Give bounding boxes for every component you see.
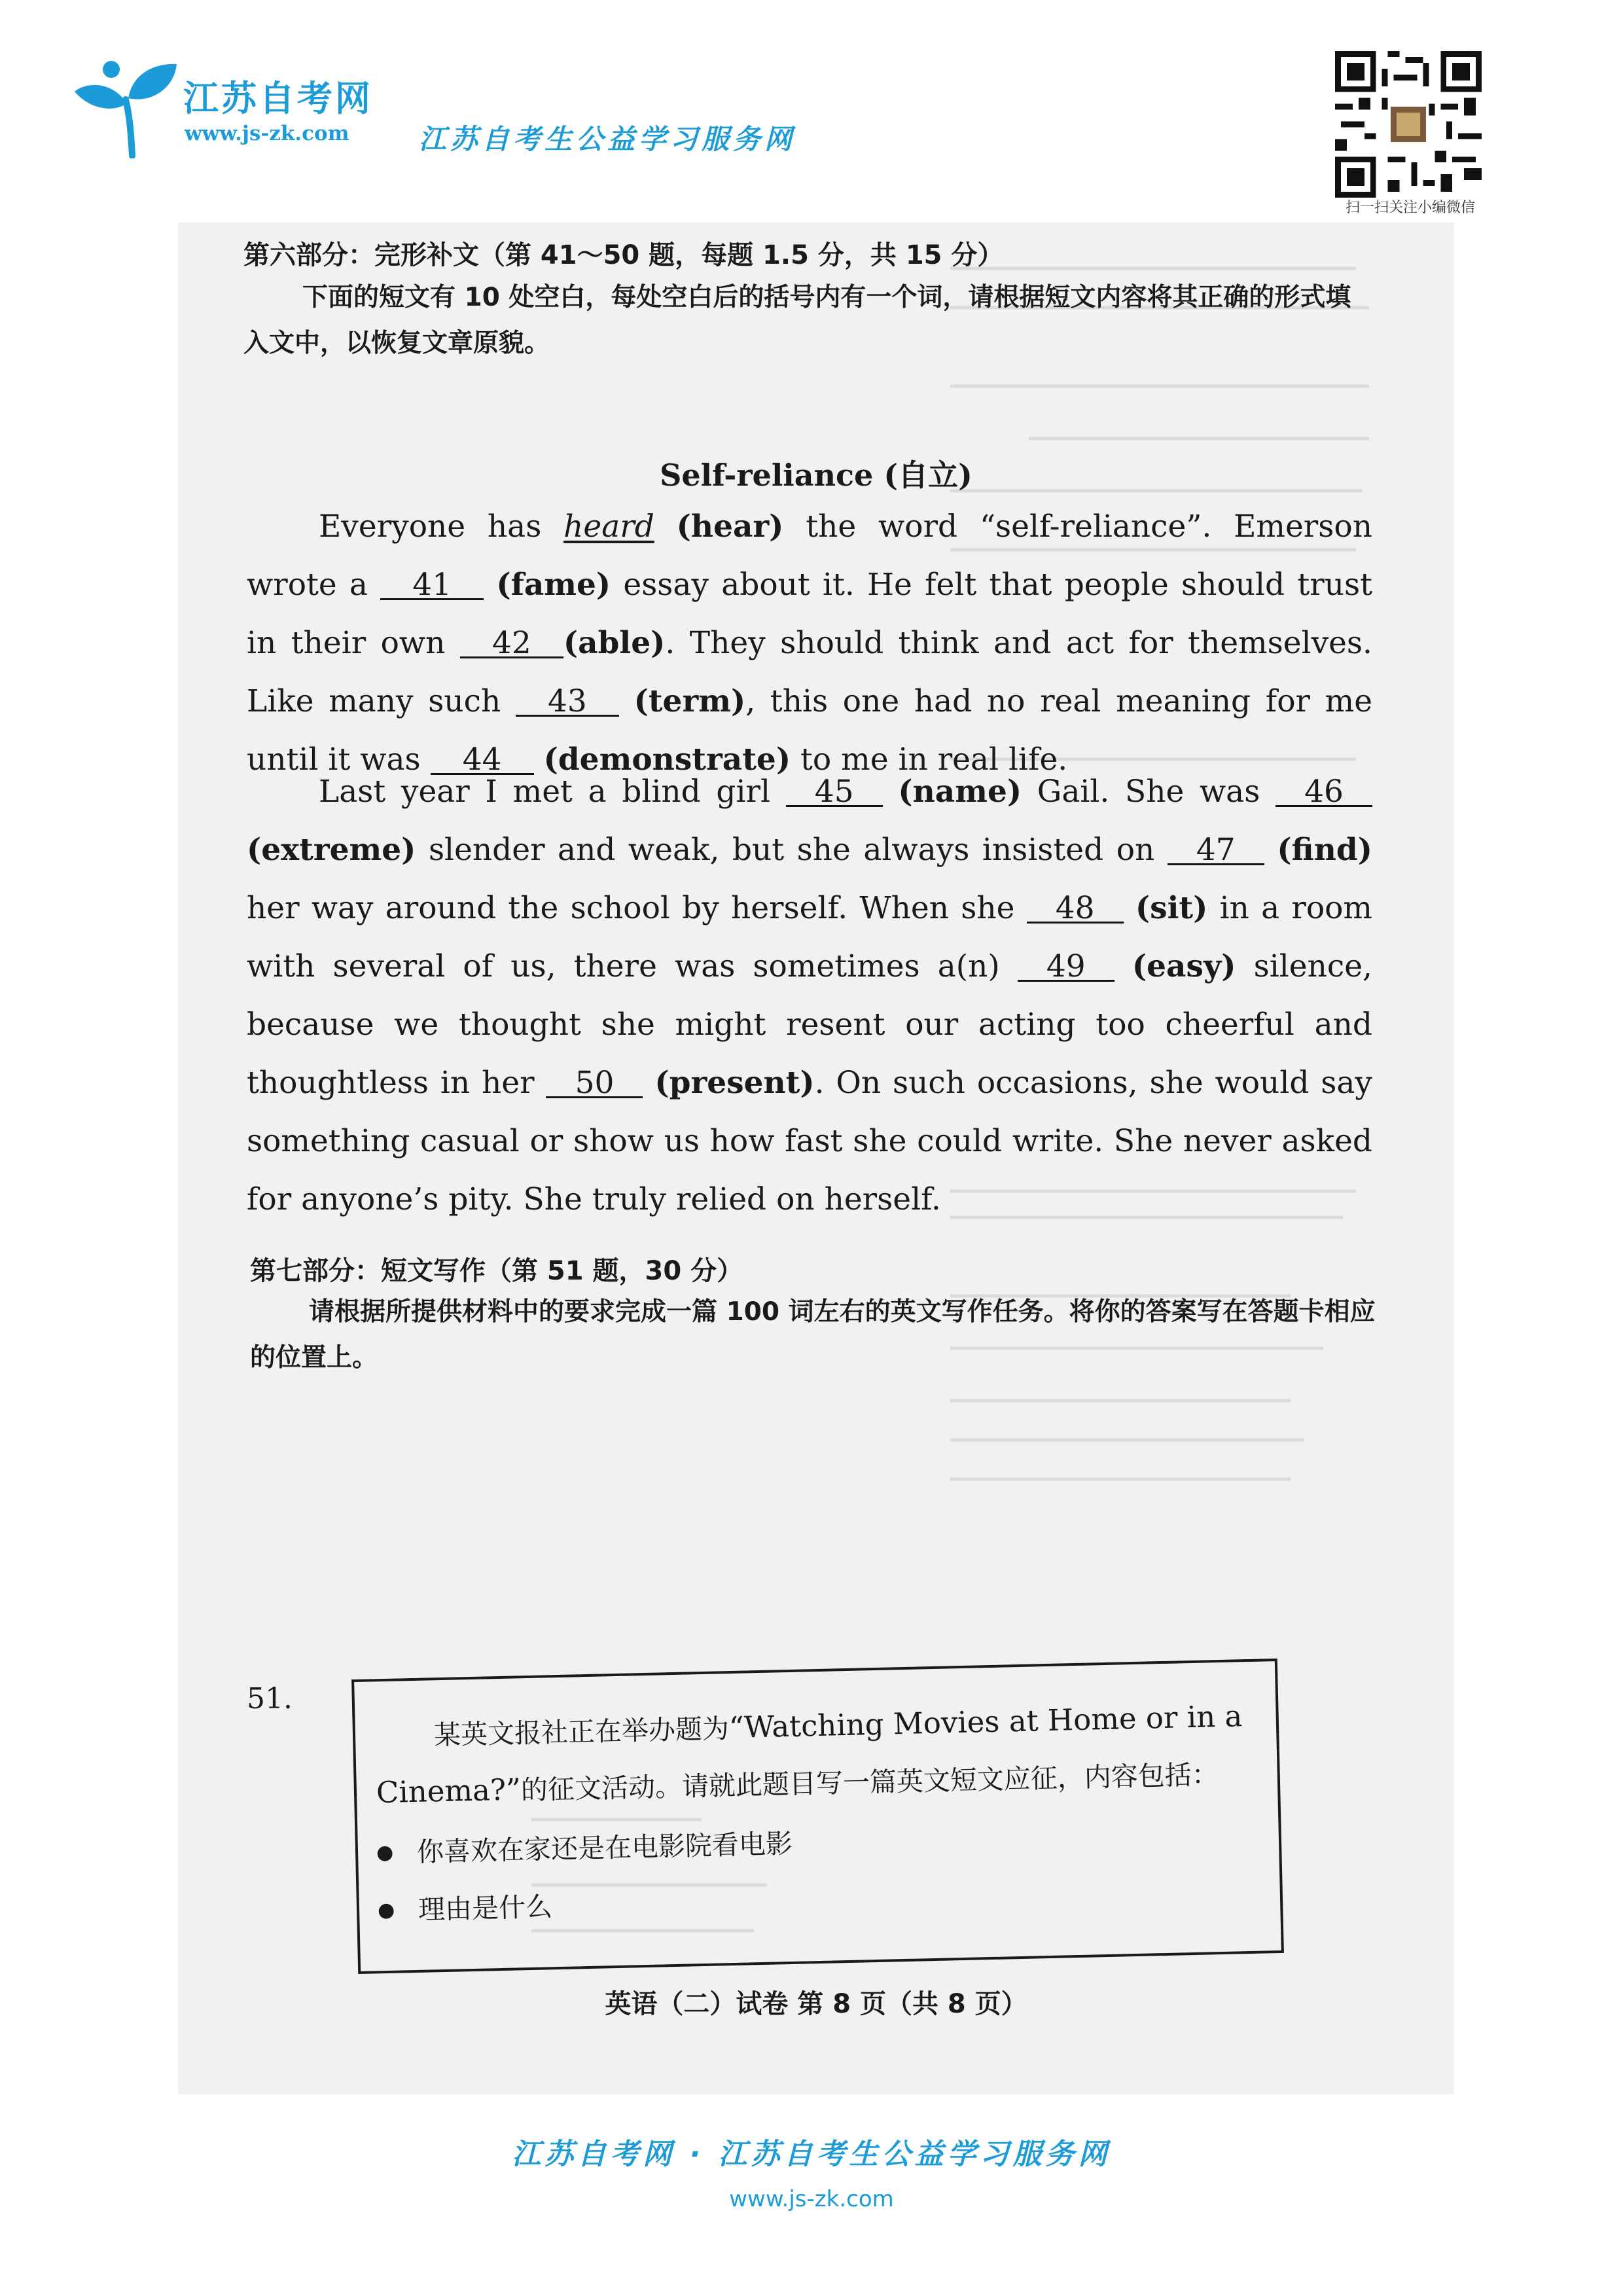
blank-47[interactable]: 47	[1168, 837, 1264, 865]
passage-paragraph-2: Last year I met a blind girl 45 (name) Gail. She was 46 (extreme) slender and weak, but she always insisted on 47 (find) her way around the school by herself. When she 48 (sit) in a room with several of us, there was sometimes a(n) 49 (easy) silence, because we thought she might resent our acting too cheerful and thoughtless in her 50 (present). On such occasions, she would say something casual or show us how fast she could write. She never asked for anyone’s pity. She truly relied on herself.	[247, 774, 1372, 1217]
example-hint: (hear)	[676, 509, 784, 545]
task-prompt: 某英文报社正在举办题为“Watching Movies at Home or in a Cinema?”的征文活动。请就此题目写一篇英文短文应征，内容包括：	[376, 1698, 1243, 1810]
blank-50[interactable]: 50	[546, 1070, 643, 1098]
qr-code-icon	[1335, 51, 1482, 198]
writing-task-box	[351, 1659, 1284, 1974]
blank-41[interactable]: 41	[380, 572, 484, 600]
blank-42[interactable]: 42	[460, 630, 563, 658]
blank-49-hint: (easy)	[1132, 948, 1236, 984]
blank-48-hint: (sit)	[1135, 890, 1208, 926]
site-header	[72, 58, 923, 162]
section6-instruction: 下面的短文有 10 处空白，每处空白后的括号内有一个词，请根据短文内容将其正确的形式填入文中，以恢复文章原貌。	[243, 283, 1351, 358]
section7-heading: 第七部分：短文写作（第 51 题，30 分）	[250, 1256, 743, 1286]
blank-48[interactable]: 48	[1027, 895, 1124, 924]
logo-url[interactable]: www.js-zk.com	[185, 122, 349, 145]
blank-46[interactable]: 46	[1275, 779, 1372, 807]
blank-43-hint: (term)	[633, 683, 746, 719]
blank-41-hint: (fame)	[496, 567, 611, 603]
blank-46-hint: (extreme)	[247, 832, 416, 868]
site-slogan: 江苏自考生公益学习服务网	[419, 123, 796, 155]
logo-name: 江苏自考网	[183, 78, 373, 119]
footer-url[interactable]: www.js-zk.com	[729, 2186, 894, 2212]
blank-45-hint: (name)	[898, 774, 1022, 810]
passage-title: Self-reliance (自立)	[660, 457, 972, 493]
task-requirements	[416, 1804, 1261, 1939]
blank-49[interactable]: 49	[1018, 954, 1115, 982]
blank-43[interactable]: 43	[516, 689, 619, 717]
exam-page-number: 英语（二）试卷 第 8 页（共 8 页）	[605, 1989, 1027, 2019]
task-requirement: ● 理由是什么	[418, 1862, 1261, 1939]
blank-44-hint: (demonstrate)	[543, 742, 791, 778]
task-title: “Watching Movies at Home or in a Cinema?”	[376, 1698, 1243, 1810]
blank-47-hint: (find)	[1277, 832, 1372, 868]
blank-50-hint: (present)	[654, 1065, 815, 1101]
example-answer: heard	[563, 509, 654, 545]
task-requirement: ● 你喜欢在家还是在电影院看电影	[416, 1804, 1260, 1881]
sprout-logo-icon	[72, 60, 183, 158]
footer-banner: 江苏自考网 · 江苏自考生公益学习服务网	[512, 2138, 1111, 2171]
blank-45[interactable]: 45	[786, 779, 883, 807]
qr-caption: 扫一扫关注小编微信	[1345, 200, 1475, 216]
blank-42-hint: (able)	[563, 625, 666, 661]
exam-page-scan	[178, 223, 1454, 2094]
section6-heading: 第六部分：完形补文（第 41～50 题，每题 1.5 分，共 15 分）	[243, 240, 1004, 270]
section7-instruction: 请根据所提供材料中的要求完成一篇 100 词左右的英文写作任务。将你的答案写在答题卡相应的位置上。	[250, 1297, 1376, 1372]
question-51-number: 51.	[247, 1682, 293, 1715]
passage-paragraph-1: Everyone has heard (hear) the word “self-reliance”. Emerson wrote a 41 (fame) essay about it. He felt that people should trust in their own 42 (able). They should think and act for themselves. Like many such 43 (term), this one had no real meaning for me until it was 44 (demonstrate) to me in real life.	[247, 509, 1373, 778]
blank-44[interactable]: 44	[431, 747, 534, 775]
